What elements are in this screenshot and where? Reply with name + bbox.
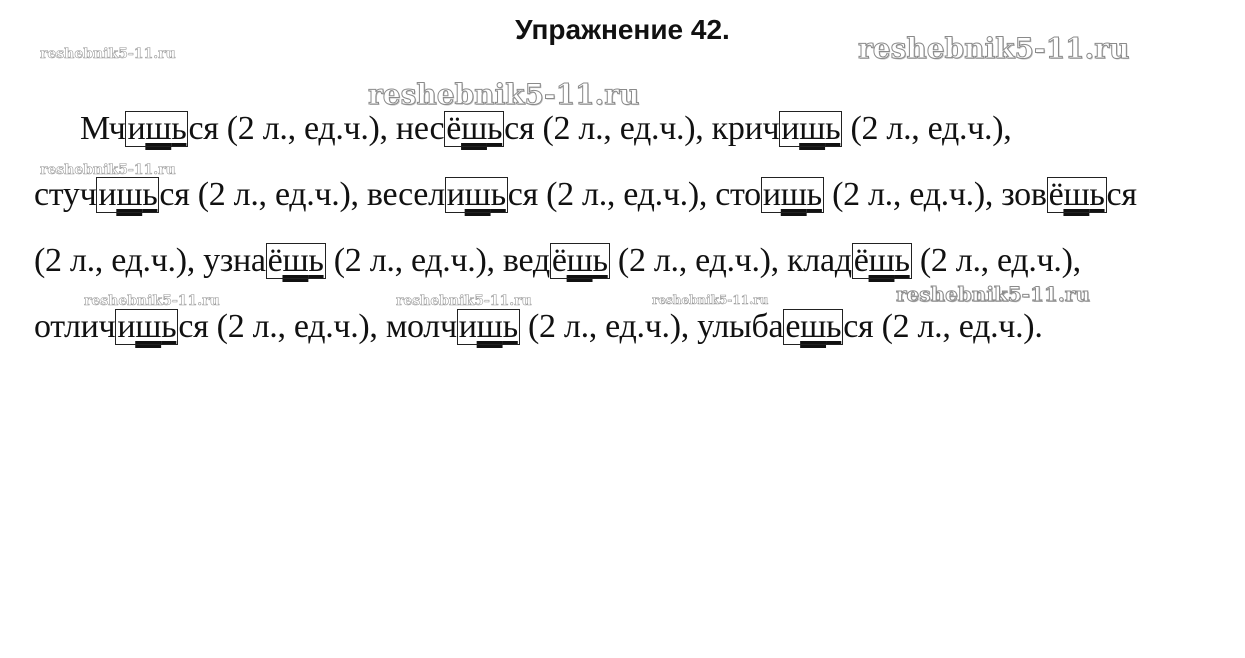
ending-letter: ь [142, 176, 158, 213]
verb-ending-box [783, 309, 843, 345]
verb-ending-box [852, 243, 912, 279]
text-line-2 [34, 176, 1137, 214]
ending-letter: ш [461, 110, 487, 147]
ending-letter: ь [308, 242, 324, 279]
ending-letter: ш [800, 308, 827, 345]
ending-letter: и [98, 176, 117, 213]
verb-ending-box [115, 309, 178, 345]
ending-letter: ь [806, 176, 822, 213]
watermark: reshebnik5-11.ru [896, 282, 1090, 306]
ending-letter: и [117, 308, 136, 345]
verb-ending-box [125, 111, 188, 147]
ending-letter: ь [171, 110, 187, 147]
verb-ending-box [761, 177, 824, 213]
verb-ending-box [457, 309, 520, 345]
watermark: reshebnik5-11.ru [396, 293, 532, 309]
watermark: reshebnik5-11.ru [40, 162, 176, 178]
watermark: reshebnik5-11.ru [368, 78, 640, 111]
ending-letter: ш [799, 110, 826, 147]
text-segment: (2 л., ед.ч.), вед [325, 242, 550, 279]
watermark: reshebnik5-11.ru [858, 32, 1130, 65]
ending-letter: ь [502, 308, 518, 345]
ending-letter: ё [446, 110, 462, 147]
ending-letter: ь [592, 242, 608, 279]
ending-letter: ш [464, 176, 491, 213]
verb-ending-box [779, 111, 842, 147]
verb-ending-box [1047, 177, 1107, 213]
text-segment: (2 л., ед.ч.), [842, 110, 1012, 147]
ending-letter: ш [135, 308, 162, 345]
ending-letter: ш [566, 242, 593, 279]
text-segment: ся (2 л., ед.ч.), крич [504, 110, 780, 147]
ending-letter: ш [145, 110, 172, 147]
text-segment: ся [1106, 176, 1137, 213]
text-segment: ся (2 л., ед.ч.), весел [159, 176, 445, 213]
ending-letter: и [762, 176, 781, 213]
ending-letter: и [458, 308, 477, 345]
ending-letter: ш [1063, 176, 1090, 213]
text-segment: ся (2 л., ед.ч.), молч [178, 308, 457, 345]
ending-letter: е [785, 308, 801, 345]
watermark: reshebnik5-11.ru [652, 293, 769, 307]
text-line-4 [34, 308, 1043, 346]
page-title: Упражнение 42. [515, 14, 730, 45]
watermark: reshebnik5-11.ru [84, 293, 220, 309]
text-segment: ся (2 л., ед.ч.), нес [188, 110, 445, 147]
ending-letter: ь [486, 110, 503, 147]
ending-letter: ё [551, 242, 567, 279]
ending-letter: ш [780, 176, 807, 213]
verb-ending-box [444, 111, 504, 147]
ending-letter: ь [161, 308, 177, 345]
text-segment: отлич [34, 308, 116, 345]
verb-ending-box [550, 243, 610, 279]
text-segment: (2 л., ед.ч.), улыба [519, 308, 784, 345]
text-segment: (2 л., ед.ч.), клад [609, 242, 852, 279]
verb-ending-box [96, 177, 159, 213]
text-segment: стуч [34, 176, 97, 213]
ending-letter: и [446, 176, 465, 213]
watermark: reshebnik5-11.ru [40, 46, 176, 62]
text-segment: (2 л., ед.ч.), зов [823, 176, 1047, 213]
ending-letter: ь [1089, 176, 1105, 213]
text-segment: (2 л., ед.ч.), [911, 242, 1081, 279]
verb-ending-box [445, 177, 508, 213]
text-segment: Мч [80, 110, 126, 147]
ending-letter: и [127, 110, 146, 147]
ending-letter: ь [826, 308, 842, 345]
text-segment: ся (2 л., ед.ч.), сто [507, 176, 761, 213]
ending-letter: ь [490, 176, 506, 213]
verb-ending-box [266, 243, 326, 279]
text-line-3 [34, 242, 1081, 280]
text-segment: (2 л., ед.ч.), узна [34, 242, 266, 279]
ending-letter: ь [825, 110, 841, 147]
ending-letter: ш [282, 242, 309, 279]
ending-letter: ш [116, 176, 143, 213]
ending-letter: ш [476, 308, 503, 345]
ending-letter: ё [853, 242, 869, 279]
text-segment: ся (2 л., ед.ч.). [843, 308, 1043, 345]
ending-letter: ё [1048, 176, 1064, 213]
ending-letter: и [781, 110, 800, 147]
ending-letter: ш [868, 242, 895, 279]
ending-letter: ё [267, 242, 283, 279]
text-line-1 [80, 110, 1011, 148]
ending-letter: ь [894, 242, 910, 279]
